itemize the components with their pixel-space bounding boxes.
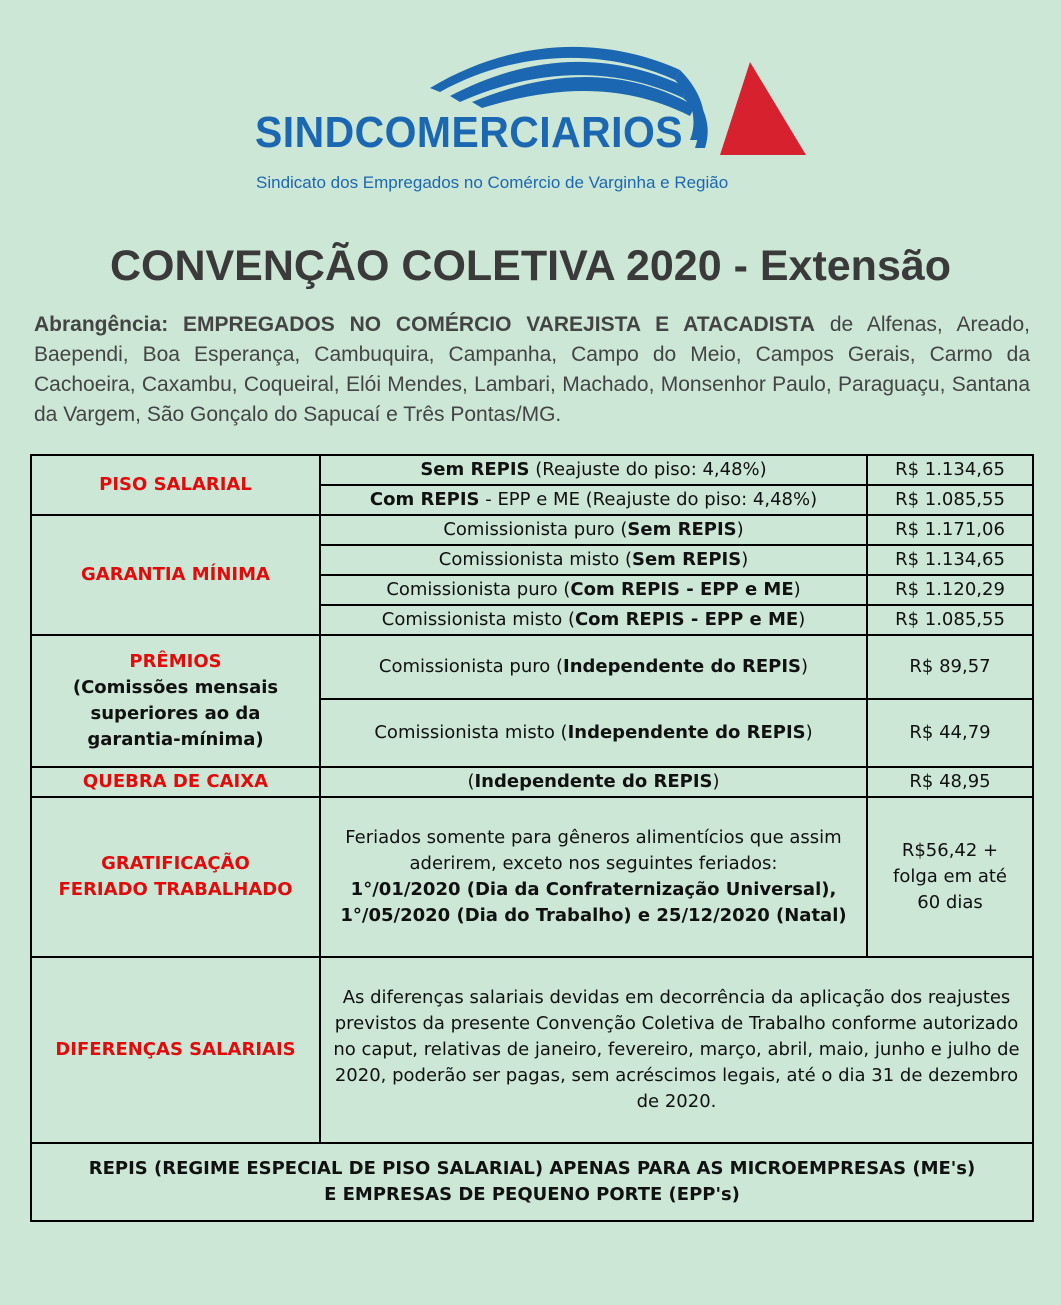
page-title: CONVENÇÃO COLETIVA 2020 - Extensão bbox=[109, 242, 952, 290]
garantia-bold: Com REPIS - EPP e ME bbox=[570, 579, 794, 600]
premios-value: R$ 44,79 bbox=[867, 699, 1033, 767]
gratificacao-value: folga em até bbox=[892, 866, 1008, 887]
garantia-bold: Sem REPIS bbox=[627, 519, 737, 540]
premios-pre: Comissionista misto ( bbox=[374, 722, 568, 743]
garantia-post: ) bbox=[741, 549, 749, 570]
garantia-label-cell bbox=[31, 515, 320, 635]
garantia-value: R$ 1.085,55 bbox=[867, 605, 1033, 635]
gratificacao-text: Feriados somente para gêneros alimentícios que assim aderirem, exceto nos seguintes feriados: bbox=[345, 827, 842, 874]
brand-name: SINDCOMERCIARIOS bbox=[255, 108, 684, 157]
premios-post: ) bbox=[801, 656, 809, 677]
piso-desc-cell bbox=[320, 455, 867, 485]
quebra-pre: ( bbox=[467, 771, 475, 792]
piso-rest: (Reajuste do piso: 4,48%) bbox=[529, 459, 767, 480]
premios-bold: Independente do REPIS bbox=[563, 656, 802, 677]
table-row bbox=[31, 957, 1033, 1143]
piso-desc-cell bbox=[320, 485, 867, 515]
gratificacao-label-cell bbox=[31, 797, 320, 957]
premios-sublabel: superiores ao da bbox=[90, 703, 261, 724]
garantia-bold: Sem REPIS bbox=[631, 549, 742, 570]
garantia-desc-cell bbox=[320, 605, 867, 635]
table-row bbox=[31, 635, 1033, 699]
scope-text: de Alfenas, Areado, Baependi, Boa Esperança, Cambuquira, Campanha, Campo do Meio, Campos Gerais, Carmo da Cachoeira, Caxambu, Coqueiral, Elói Mendes, Lambari, Machado, Monsenhor Paulo, Paraguaçu, Santana da Vargem, São Gonçalo do Sapucaí e Três Pontas/MG. bbox=[34, 313, 1031, 426]
premios-desc-cell bbox=[320, 635, 867, 699]
piso-bold: Sem REPIS bbox=[420, 459, 530, 480]
garantia-post: ) bbox=[793, 579, 801, 600]
table-row bbox=[31, 455, 1033, 485]
garantia-pre: Comissionista puro ( bbox=[386, 579, 571, 600]
garantia-value: R$ 1.134,65 bbox=[867, 545, 1033, 575]
garantia-value: R$ 1.120,29 bbox=[867, 575, 1033, 605]
gratificacao-holidays: 1°/01/2020 (Dia da Confraternização Universal), 1°/05/2020 (Dia do Trabalho) e 25/12/2020 (Natal) bbox=[340, 879, 847, 926]
gratificacao-label: GRATIFICAÇÃO bbox=[101, 853, 250, 874]
gratificacao-value: R$56,42 + bbox=[901, 840, 999, 861]
premios-post: ) bbox=[805, 722, 813, 743]
gratificacao-value-cell bbox=[867, 797, 1033, 957]
premios-label-cell bbox=[31, 635, 320, 767]
piso-bold: Com REPIS bbox=[369, 489, 480, 510]
garantia-desc-cell bbox=[320, 515, 867, 545]
garantia-desc-cell bbox=[320, 575, 867, 605]
premios-sublabel: (Comissões mensais bbox=[72, 677, 279, 698]
repis-note: REPIS (REGIME ESPECIAL DE PISO SALARIAL) APENAS PARA AS MICROEMPRESAS (ME's) bbox=[88, 1158, 976, 1179]
repis-note: E EMPRESAS DE PEQUENO PORTE (EPP's) bbox=[324, 1184, 740, 1205]
diferencas-label: DIFERENÇAS SALARIAIS bbox=[55, 1039, 296, 1060]
brand-subtitle: Sindicato dos Empregados no Comércio de Varginha e Região bbox=[256, 173, 729, 192]
garantia-label: GARANTIA MÍNIMA bbox=[81, 564, 270, 585]
premios-sublabel: garantia-mínima) bbox=[87, 729, 264, 750]
garantia-pre: Comissionista misto ( bbox=[381, 609, 575, 630]
table-row bbox=[31, 767, 1033, 797]
quebra-value: R$ 48,95 bbox=[867, 767, 1033, 797]
garantia-bold: Com REPIS - EPP e ME bbox=[574, 609, 799, 630]
gratificacao-desc-cell bbox=[320, 797, 867, 957]
garantia-desc-cell bbox=[320, 545, 867, 575]
piso-label: PISO SALARIAL bbox=[99, 474, 252, 495]
garantia-value: R$ 1.171,06 bbox=[867, 515, 1033, 545]
diferencas-text: As diferenças salariais devidas em decorrência da aplicação dos reajustes previstos da presente Convenção Coletiva de Trabalho conforme autorizado no caput, relativas de janeiro, fevereiro, março, abril, maio, junho e julho de 2020, poderão ser pagas, sem acréscimos legais, até o dia 31 de dezembro de 2020. bbox=[320, 957, 1033, 1143]
premios-bold: Independente do REPIS bbox=[567, 722, 806, 743]
repis-note-cell bbox=[31, 1143, 1033, 1221]
premios-label: PRÊMIOS bbox=[129, 651, 222, 672]
premios-desc-cell bbox=[320, 699, 867, 767]
scope-paragraph bbox=[34, 310, 1030, 430]
sindcomerciarios-logo bbox=[250, 40, 820, 200]
piso-label-cell bbox=[31, 455, 320, 515]
table-row bbox=[31, 1143, 1033, 1221]
quebra-post: ) bbox=[712, 771, 720, 792]
salary-table bbox=[30, 454, 1034, 1222]
diferencas-label-cell bbox=[31, 957, 320, 1143]
scope-label: Abrangência: EMPREGADOS NO COMÉRCIO VAREJISTA E ATACADISTA bbox=[34, 313, 815, 336]
quebra-desc-cell bbox=[320, 767, 867, 797]
premios-value: R$ 89,57 bbox=[867, 635, 1033, 699]
garantia-pre: Comissionista puro ( bbox=[443, 519, 628, 540]
table-row bbox=[31, 797, 1033, 957]
gratificacao-value: 60 dias bbox=[917, 892, 983, 913]
piso-value: R$ 1.085,55 bbox=[867, 485, 1033, 515]
garantia-post: ) bbox=[798, 609, 806, 630]
quebra-label-cell bbox=[31, 767, 320, 797]
premios-pre: Comissionista puro ( bbox=[378, 656, 563, 677]
quebra-label: QUEBRA DE CAIXA bbox=[82, 771, 269, 792]
garantia-post: ) bbox=[736, 519, 744, 540]
piso-rest: - EPP e ME (Reajuste do piso: 4,48%) bbox=[479, 489, 818, 510]
garantia-pre: Comissionista misto ( bbox=[438, 549, 632, 570]
gratificacao-label: FERIADO TRABALHADO bbox=[58, 879, 293, 900]
quebra-bold: Independente do REPIS bbox=[474, 771, 713, 792]
table-row bbox=[31, 515, 1033, 545]
piso-value: R$ 1.134,65 bbox=[867, 455, 1033, 485]
